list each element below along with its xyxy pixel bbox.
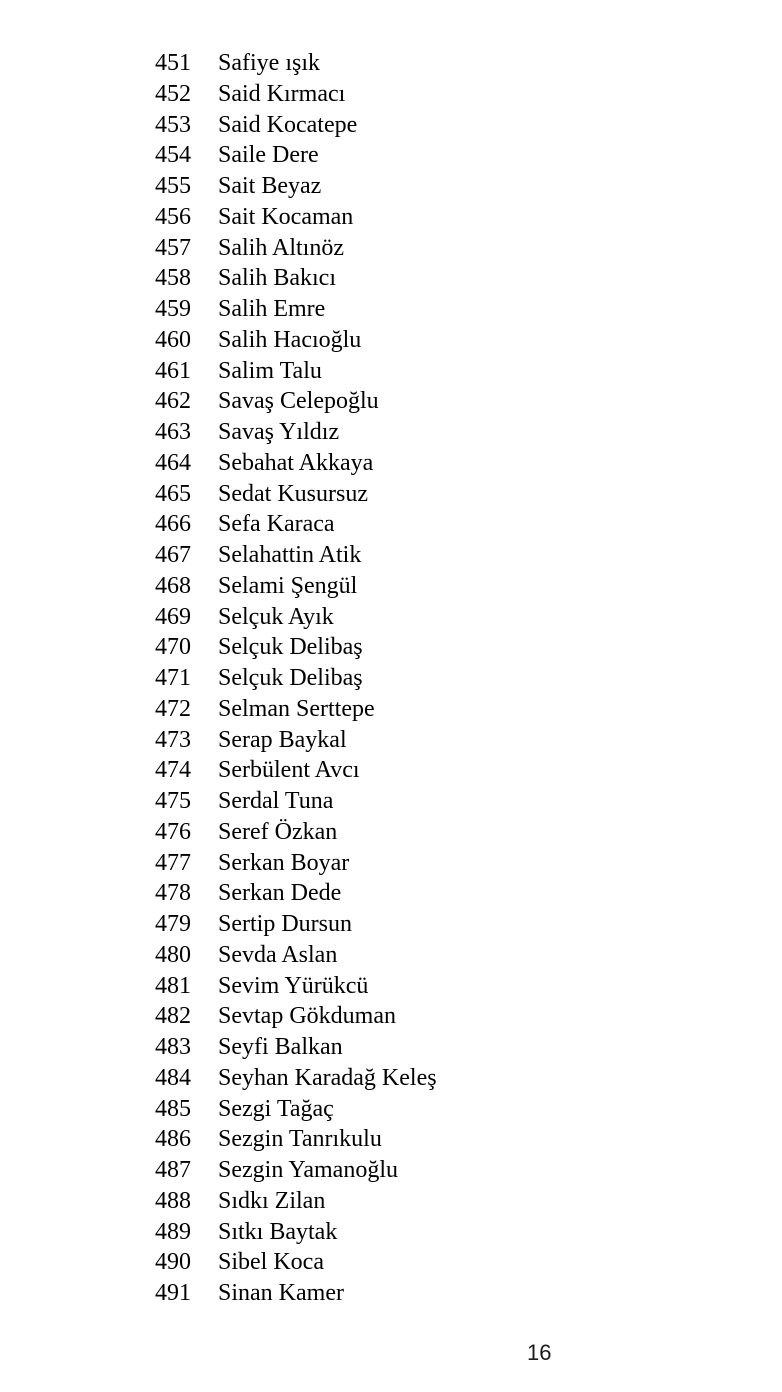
entry-number: 452 — [155, 80, 191, 107]
entry-name: Salih Altınöz — [218, 234, 344, 261]
entry-name: Selami Şengül — [218, 572, 358, 599]
list-item — [155, 663, 437, 694]
entry-number: 455 — [155, 173, 191, 199]
entry-name: Seyfi Balkan — [218, 1034, 343, 1060]
entry-number: 486 — [155, 1126, 191, 1153]
entry-name: Sıtkı Baytak — [218, 1218, 338, 1245]
list-item — [155, 479, 437, 510]
list-item — [155, 1247, 437, 1278]
list-item — [155, 1063, 437, 1094]
entry-name: Serap Baykal — [218, 726, 347, 753]
entry-number: 478 — [155, 880, 191, 907]
entry-name: Salih Hacıoğlu — [218, 326, 362, 353]
entry-number: 474 — [155, 757, 191, 784]
list-item — [155, 171, 437, 202]
name-list — [155, 48, 437, 1309]
list-item — [155, 386, 437, 417]
page-number: 16 — [527, 1340, 552, 1365]
entry-number: 461 — [155, 357, 191, 384]
entry-name: Salih Emre — [218, 296, 326, 322]
entry-number: 451 — [155, 50, 191, 76]
entry-name: Sedat Kusursuz — [218, 480, 368, 507]
entry-name: Said Kocatepe — [218, 111, 358, 138]
entry-name: Sebahat Akkaya — [218, 449, 374, 476]
list-item — [155, 755, 437, 786]
list-item — [155, 725, 437, 756]
list-item — [155, 233, 437, 264]
entry-number: 484 — [155, 1064, 191, 1091]
entry-name: Selman Serttepe — [218, 695, 375, 722]
list-item — [155, 417, 437, 448]
entry-name: Saile Dere — [218, 142, 319, 169]
list-item — [155, 1155, 437, 1186]
entry-name: Sevda Aslan — [218, 941, 338, 968]
entry-number: 472 — [155, 695, 191, 722]
entry-name: Selahattin Atik — [218, 542, 362, 568]
list-item — [155, 540, 437, 571]
entry-number: 458 — [155, 265, 191, 292]
entry-number: 467 — [155, 542, 191, 568]
entry-number: 482 — [155, 1003, 191, 1030]
entry-name: Seyhan Karadağ Keleş — [218, 1064, 437, 1091]
entry-name: Seref Özkan — [218, 818, 338, 845]
entry-number: 454 — [155, 142, 191, 169]
list-item — [155, 1186, 437, 1217]
entry-name: Selçuk Ayık — [218, 603, 334, 630]
list-item — [155, 448, 437, 479]
entry-number: 476 — [155, 818, 191, 845]
entry-number: 487 — [155, 1157, 191, 1183]
entry-number: 470 — [155, 634, 191, 661]
entry-name: Sezgin Yamanoğlu — [218, 1157, 398, 1183]
entry-name: Sefa Karaca — [218, 511, 335, 538]
entry-number: 460 — [155, 326, 191, 353]
entry-number: 480 — [155, 941, 191, 968]
entry-number: 490 — [155, 1249, 191, 1276]
entry-name: Sezgi Tağaç — [218, 1095, 334, 1122]
entry-number: 477 — [155, 849, 191, 876]
entry-number: 473 — [155, 726, 191, 753]
list-item — [155, 602, 437, 633]
entry-name: Sait Kocaman — [218, 203, 354, 230]
list-item — [155, 571, 437, 602]
entry-number: 479 — [155, 911, 191, 937]
entry-number: 491 — [155, 1280, 191, 1306]
entry-number: 485 — [155, 1095, 191, 1122]
list-item — [155, 110, 437, 141]
list-item — [155, 848, 437, 879]
list-item — [155, 325, 437, 356]
entry-name: Serbülent Avcı — [218, 757, 360, 784]
list-item — [155, 940, 437, 971]
entry-number: 488 — [155, 1187, 191, 1214]
list-item — [155, 909, 437, 940]
entry-number: 465 — [155, 480, 191, 507]
entry-name: Sibel Koca — [218, 1249, 324, 1276]
list-item — [155, 509, 437, 540]
entry-number: 462 — [155, 388, 191, 415]
entry-number: 466 — [155, 511, 191, 538]
entry-name: Serkan Boyar — [218, 849, 350, 876]
list-item — [155, 48, 437, 79]
entry-number: 456 — [155, 203, 191, 230]
entry-number: 457 — [155, 234, 191, 261]
entry-name: Serkan Dede — [218, 880, 342, 907]
list-item — [155, 79, 437, 110]
entry-name: Salim Talu — [218, 357, 322, 384]
entry-number: 453 — [155, 111, 191, 138]
entry-number: 469 — [155, 603, 191, 630]
entry-number: 483 — [155, 1034, 191, 1060]
list-item — [155, 786, 437, 817]
entry-name: Savaş Yıldız — [218, 419, 340, 445]
entry-name: Sevtap Gökduman — [218, 1003, 396, 1030]
list-item — [155, 356, 437, 387]
entry-name: Said Kırmacı — [218, 80, 346, 107]
entry-number: 468 — [155, 572, 191, 599]
entry-number: 471 — [155, 665, 191, 691]
entry-number: 481 — [155, 972, 191, 999]
list-item — [155, 202, 437, 233]
list-item — [155, 1217, 437, 1248]
list-item — [155, 1001, 437, 1032]
entry-number: 459 — [155, 296, 191, 322]
entry-name: Savaş Celepoğlu — [218, 388, 379, 415]
entry-name: Sıdkı Zilan — [218, 1187, 326, 1214]
list-item — [155, 878, 437, 909]
entry-name: Sevim Yürükcü — [218, 972, 369, 999]
list-item — [155, 632, 437, 663]
entry-name: Sezgin Tanrıkulu — [218, 1126, 382, 1153]
entry-name: Selçuk Delibaş — [218, 634, 363, 661]
entry-name: Selçuk Delibaş — [218, 665, 363, 691]
list-item — [155, 140, 437, 171]
list-item — [155, 263, 437, 294]
list-item — [155, 817, 437, 848]
entry-number: 475 — [155, 788, 191, 814]
entry-name: Sertip Dursun — [218, 911, 352, 937]
entry-name: Safiye ışık — [218, 50, 320, 76]
entry-name: Serdal Tuna — [218, 788, 334, 814]
entry-number: 464 — [155, 449, 191, 476]
list-item — [155, 1094, 437, 1125]
list-item — [155, 971, 437, 1002]
list-item — [155, 694, 437, 725]
entry-number: 489 — [155, 1218, 191, 1245]
entry-name: Sait Beyaz — [218, 173, 322, 199]
list-item — [155, 1278, 437, 1309]
entry-name: Salih Bakıcı — [218, 265, 336, 292]
entry-name: Sinan Kamer — [218, 1280, 344, 1306]
entry-number: 463 — [155, 419, 191, 445]
list-item — [155, 1032, 437, 1063]
list-item — [155, 1124, 437, 1155]
list-item — [155, 294, 437, 325]
